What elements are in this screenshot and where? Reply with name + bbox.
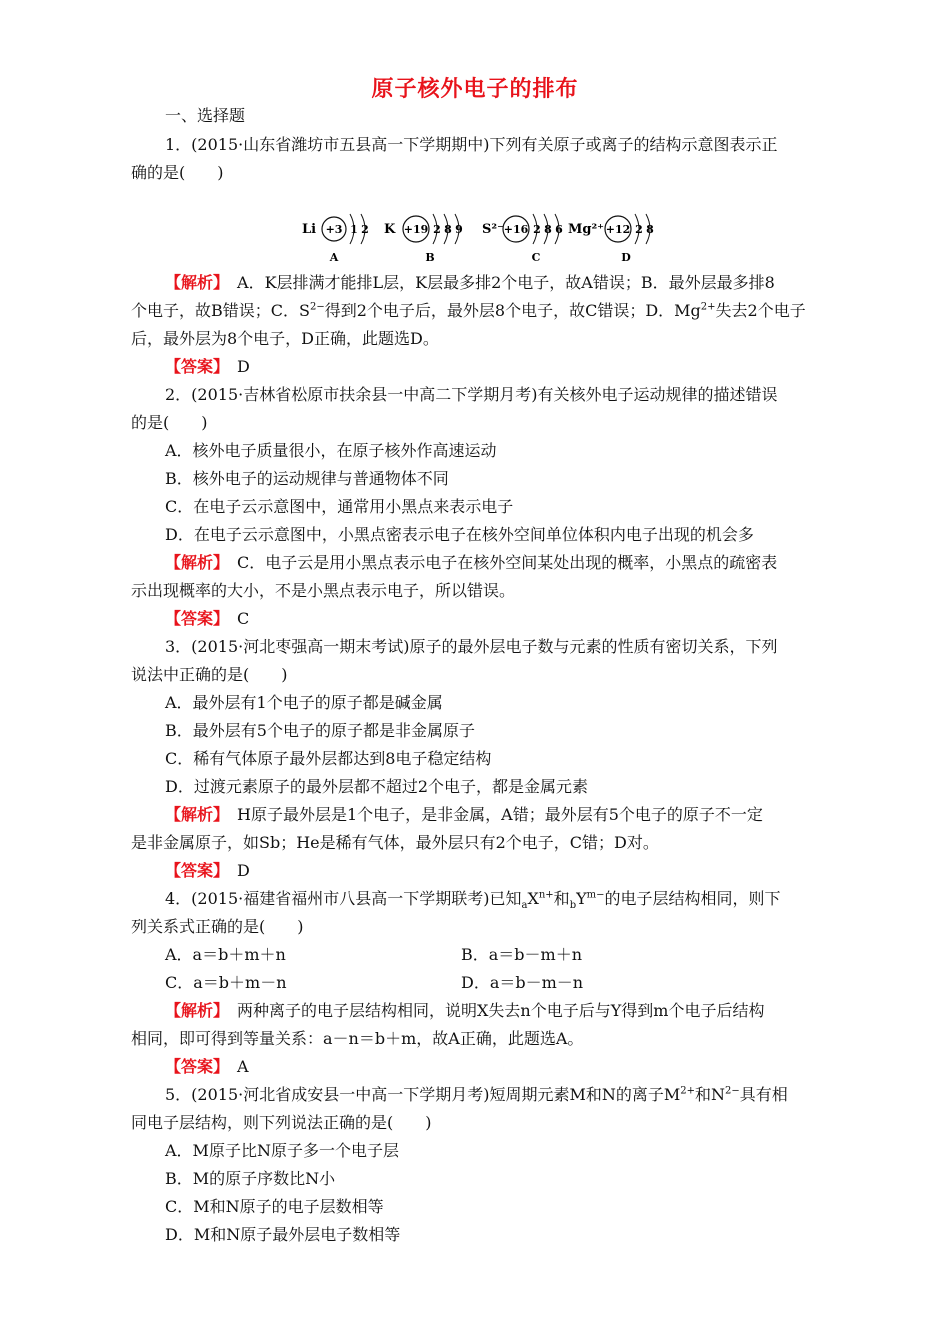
diagram-a-shell-1: 1 — [350, 223, 358, 236]
q1-analysis-line2: 个电子，故B错误；C．$S^{2-}$得到2个电子后，最外层8个电子，故C错误；D．$Mg^{2+}$失去2个电子 — [131, 301, 806, 320]
diagram-c-shell-3: 6 — [555, 223, 563, 236]
diagram-c-shell-1: 2 — [533, 223, 541, 236]
diagram-c — [482, 214, 563, 264]
diagram-c-symbol: S²⁻ — [482, 222, 504, 237]
diagram-b-shell-1: 2 — [433, 223, 441, 236]
diagram-d-label: D — [621, 251, 631, 264]
diagram-b-symbol: K — [384, 222, 396, 237]
q3-stem-line2: 说法中正确的是( ) — [131, 665, 288, 684]
q2-analysis-line2: 示出现概率的大小，不是小黑点表示电子，所以错误。 — [131, 581, 516, 600]
section-heading: 一、选择题 — [165, 106, 246, 125]
q2-stem-line1: 2．(2015·吉林省松原市扶余县一中高二下学期月考)有关核外电子运动规律的描述错误 — [165, 385, 778, 404]
q1-stem-line1: 1．(2015·山东省潍坊市五县高一下学期期中)下列有关原子或离子的结构示意图表示正 — [165, 135, 778, 154]
diagram-a — [302, 214, 369, 264]
q3-stem-line1: 3．(2015·河北枣强高一期末考试)原子的最外层电子数与元素的性质有密切关系，下列 — [165, 637, 778, 656]
diagram-d-shell-2: 8 — [646, 223, 654, 236]
q5-option-d: D．M和N原子最外层电子数相等 — [165, 1225, 401, 1244]
q1-stem-line2: 确的是( ) — [131, 163, 224, 182]
atomic-structure-diagrams — [296, 200, 656, 264]
q4-stem-line2: 列关系式正确的是( ) — [131, 917, 304, 936]
q3-answer: 【答案】 D — [165, 861, 250, 880]
diagram-b-nucleus: +19 — [403, 223, 429, 236]
diagram-c-nucleus: +16 — [503, 223, 529, 236]
q2-stem-line2: 的是( ) — [131, 413, 208, 432]
q5-option-a: A．M原子比N原子多一个电子层 — [165, 1141, 399, 1160]
q4-option-d: D．a＝b－m－n — [461, 973, 584, 992]
q5-stem-line2: 同电子层结构，则下列说法正确的是( ) — [131, 1113, 432, 1132]
q4-option-b: B．a＝b－m＋n — [461, 945, 583, 964]
q2-answer: 【答案】 C — [165, 609, 250, 628]
q2-option-a: A．核外电子质量很小，在原子核外作高速运动 — [165, 441, 497, 460]
q1-analysis-line3: 后，最外层为8个电子，D正确，此题选D。 — [131, 329, 439, 348]
q3-option-d: D．过渡元素原子的最外层都不超过2个电子，都是金属元素 — [165, 777, 589, 796]
q4-answer: 【答案】 A — [165, 1057, 249, 1076]
answer-tag: 【答案】 — [165, 357, 222, 376]
q4-option-c: C．a＝b＋m－n — [165, 973, 287, 992]
diagram-d-nucleus: +12 — [605, 223, 631, 236]
diagram-d-symbol: Mg²⁺ — [568, 222, 605, 237]
diagram-a-shell-2: 2 — [361, 223, 369, 236]
diagram-d — [568, 214, 654, 264]
diagram-a-symbol: Li — [302, 222, 317, 237]
q5-option-b: B．M的原子序数比N小 — [165, 1169, 336, 1188]
q3-option-a: A．最外层有1个电子的原子都是碱金属 — [165, 693, 443, 712]
page-title: 原子核外电子的排布 — [371, 77, 579, 102]
q3-option-b: B．最外层有5个电子的原子都是非金属原子 — [165, 721, 475, 740]
q2-option-b: B．核外电子的运动规律与普通物体不同 — [165, 469, 449, 488]
q1-answer: 【答案】 D — [165, 357, 250, 376]
q4-analysis-line1: 【解析】 两种离子的电子层结构相同，说明X失去n个电子后与Y得到m个电子后结构 — [165, 1001, 765, 1020]
q5-option-c: C．M和N原子的电子层数相等 — [165, 1197, 384, 1216]
q2-analysis-line1: 【解析】 C．电子云是用小黑点表示电子在核外空间某处出现的概率，小黑点的疏密表 — [165, 553, 778, 572]
analysis-tag: 【解析】 — [165, 273, 222, 292]
diagram-b-shell-3: 9 — [455, 223, 463, 236]
q4-analysis-line2: 相同，即可得到等量关系：a－n＝b＋m，故A正确，此题选A。 — [131, 1029, 584, 1048]
q3-option-c: C．稀有气体原子最外层都达到8电子稳定结构 — [165, 749, 492, 768]
q2-option-d: D．在电子云示意图中，小黑点密表示电子在核外空间单位体积内电子出现的机会多 — [165, 525, 754, 544]
q4-option-a: A．a＝b＋m＋n — [165, 945, 286, 964]
q3-analysis-line1: 【解析】 H原子最外层是1个电子，是非金属，A错；最外层有5个电子的原子不一定 — [165, 805, 763, 824]
diagram-b-shell-2: 8 — [444, 223, 452, 236]
diagram-b — [384, 214, 463, 264]
diagram-b-label: B — [425, 251, 435, 264]
q3-analysis-line2: 是非金属原子，如Sb；He是稀有气体，最外层只有2个电子，C错；D对。 — [131, 833, 659, 852]
q4-stem-line1: 4．(2015·福建省福州市八县高一下学期联考)已知$_aX^{n+}$和$_bY^{m-}$的电子层结构相同，则下 — [165, 889, 781, 912]
diagram-a-label: A — [329, 251, 339, 264]
diagram-d-shell-1: 2 — [635, 223, 643, 236]
diagram-a-nucleus: +3 — [325, 223, 343, 236]
q5-stem-line1: 5．(2015·河北省成安县一中高一下学期月考)短周期元素M和N的离子$M^{2+}$和$N^{2-}$具有相 — [165, 1085, 788, 1104]
q2-option-c: C．在电子云示意图中，通常用小黑点来表示电子 — [165, 497, 514, 516]
diagram-c-label: C — [531, 251, 541, 264]
diagram-c-shell-2: 8 — [544, 223, 552, 236]
q1-analysis-line1: 【解析】 A．K层排满才能排L层，K层最多排2个电子，故A错误；B．最外层最多排8 — [165, 273, 775, 292]
